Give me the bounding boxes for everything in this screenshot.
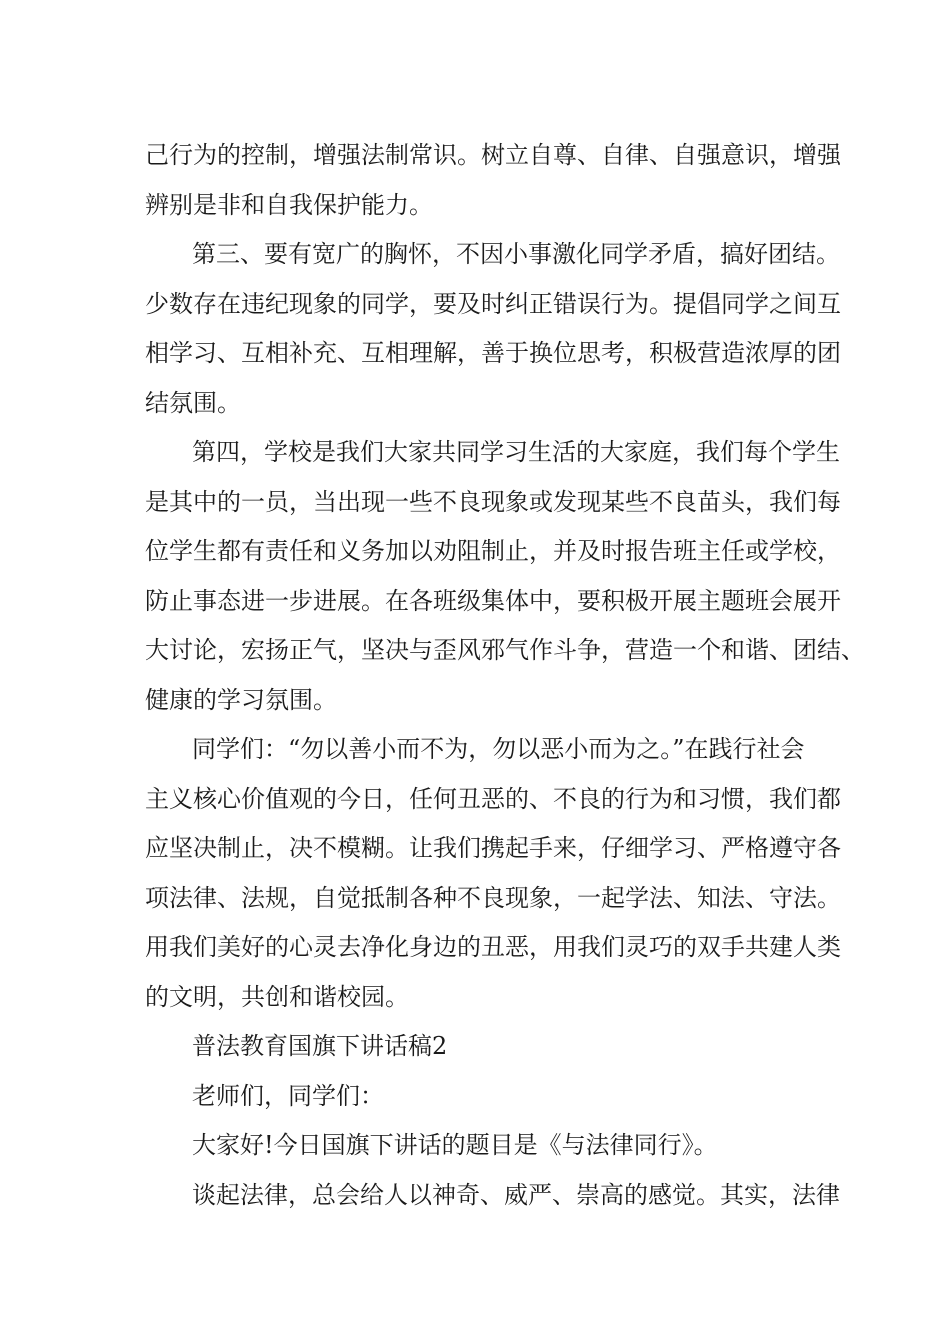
text-line: 项法律、法规，自觉抵制各种不良现象，一起学法、知法、守法。 xyxy=(145,883,841,912)
text-line: 防止事态进一步进展。在各班级集体中，要积极开展主题班会展开 xyxy=(145,586,841,615)
text-line: 是其中的一员，当出现一些不良现象或发现某些不良苗头，我们每 xyxy=(145,487,841,516)
paragraph-start-line: 大家好!今日国旗下讲话的题目是《与法律同行》。 xyxy=(192,1131,718,1159)
paragraph-start-line: 第四，学校是我们大家共同学习生活的大家庭，我们每个学生 xyxy=(192,438,840,466)
text-line: 用我们美好的心灵去净化身边的丑恶，用我们灵巧的双手共建人类 xyxy=(145,933,841,961)
text-line: 的文明，共创和谐校园。 xyxy=(145,982,409,1011)
text-line: 结氛围。 xyxy=(145,388,241,417)
text-line: 主义核心价值观的今日，任何丑恶的、不良的行为和习惯，我们都 xyxy=(145,784,841,813)
paragraph-start-line: 谈起法律，总会给人以神奇、威严、崇高的感觉。其实，法律 xyxy=(192,1180,840,1209)
section-title: 普法教育国旗下讲话稿2 xyxy=(192,1032,448,1060)
paragraph-start-line: 同学们：“勿以善小而不为，勿以恶小而为之。”在践行社会 xyxy=(192,735,805,763)
text-line: 健康的学习氛围。 xyxy=(145,685,337,714)
text-line: 己行为的控制，增强法制常识。树立自尊、自律、自强意识，增强 xyxy=(145,141,841,169)
document-body xyxy=(145,131,865,1220)
paragraph-start-line: 第三、要有宽广的胸怀，不因小事激化同学矛盾，搞好团结。 xyxy=(192,240,840,268)
text-line: 相学习、互相补充、互相理解，善于换位思考，积极营造浓厚的团 xyxy=(145,339,841,367)
text-line: 位学生都有责任和义务加以劝阻制止，并及时报告班主任或学校， xyxy=(145,537,841,565)
text-line: 少数存在违纪现象的同学，要及时纠正错误行为。提倡同学之间互 xyxy=(145,289,841,318)
text-line: 大讨论，宏扬正气，坚决与歪风邪气作斗争，营造一个和谐、团结、 xyxy=(145,636,865,664)
salutation: 老师们，同学们： xyxy=(192,1081,384,1110)
text-line: 辨别是非和自我保护能力。 xyxy=(145,190,433,219)
text-line: 应坚决制止，决不模糊。让我们携起手来，仔细学习、严格遵守各 xyxy=(145,834,841,862)
